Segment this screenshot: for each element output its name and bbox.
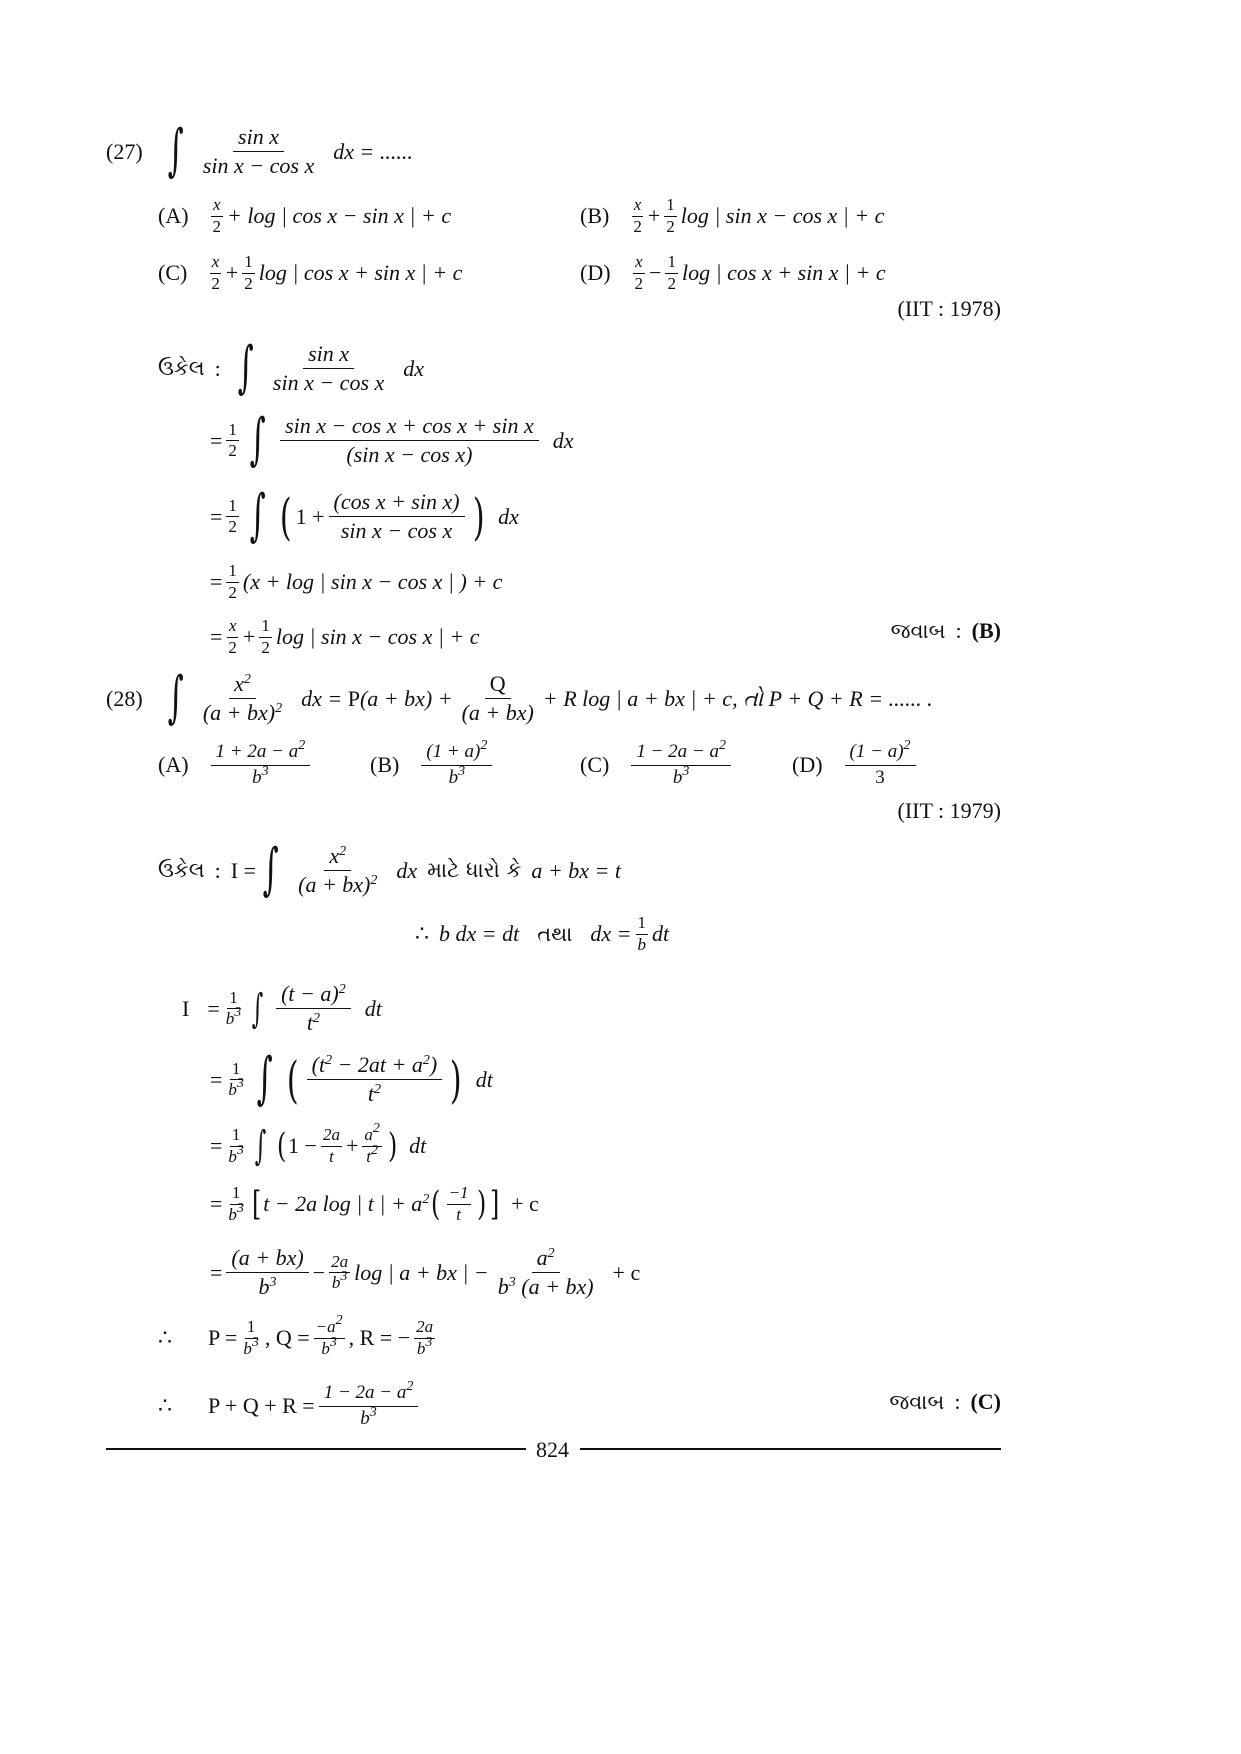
footer-rule-right [580, 1448, 1001, 1450]
q27-solution-line2: = $\frac{1}{2}$ ∫ sin x − cos x + cos x + sin x (sin x − cos x) dx [210, 407, 574, 473]
integral-sign: ∫ [167, 118, 184, 184]
q27-solution-line5: = $\frac{x}{2}$ + $\frac{1}{2}$ log | sin x − cos x | + c [210, 616, 480, 657]
q28-solution-line5: = $\frac{1}{b^3}$ ∫ ( 1 − $\frac{2a}{t}$ + $\frac{a^2}{t^2}$ ) dt [210, 1121, 427, 1170]
q28-option-a: (A) $1 + 2a - a^2$ $b^3$ [158, 742, 314, 789]
q28-option-d: (D) $(1 - a)^2$ 3 [792, 742, 920, 789]
q28-number: (28) [106, 685, 143, 711]
q27-answer: જવાબ : (B) [890, 618, 1001, 643]
q27-option-b: (B) x 2 + $\frac{1}{2}$ log | sin x − cos x | + c [580, 195, 885, 236]
q27-option-c: (C) x 2 + $\frac{1}{2}$ log | cos x + sin x | + c [158, 252, 463, 293]
q28-solution-line7: = $\frac{(a + bx)}{b^3}$ − $\frac{2a}{b^3}$ log | a + bx | − $\frac{a^2}{b^3 (a + bx)}$ + c [210, 1245, 641, 1300]
q28-solution-line8: ∴ P = $\frac{1}{b^3}$ , Q = $\frac{-a^2}{b^3}$ , R = − $\frac{2a}{b^3}$ [158, 1313, 434, 1358]
q27-solution-line1: ઉકેલ : ∫ sin x sin x − cos x dx [158, 335, 425, 401]
q28-answer: જવાબ : (C) [889, 1389, 1001, 1414]
q27-stem-tail: dx = ...... [333, 138, 413, 164]
q28-solution-line3: I = $\frac{1}{b^3}$ ∫ $(t - a)^2$ $t^2$ dt [182, 981, 382, 1036]
q27-answer-value: (B) [971, 618, 1001, 643]
q28-option-c: (C) $1 - 2a - a^2$ $b^3$ [580, 742, 735, 789]
q28-solution-line2: ∴ b dx = dt તથા dx = $\frac{1}{b}$ dt [415, 913, 670, 954]
footer-rule-left [106, 1448, 526, 1450]
q27-stem [106, 118, 413, 184]
q28-solution-line4: = $\frac{1}{b^3}$ ∫ ( $(t^2 - 2at + a^2)$ $t^2$ ) dt [210, 1046, 493, 1112]
q28-source: (IIT : 1979) [897, 798, 1001, 823]
q28-solution-line9: ∴ P + Q + R = $\frac{1 - 2a - a^2}{b^3}$ [158, 1383, 422, 1430]
q28-solution-line6: = $\frac{1}{b^3}$ [ t − 2a log | t | + $a^2$ ( −1 t ) ] + c [210, 1183, 539, 1224]
q27-source: (IIT : 1978) [897, 296, 1001, 321]
q28-stem-tail: + R log | a + bx | + c, તો P + Q + R = ...... . [542, 685, 933, 711]
q28-answer-value: (C) [970, 1389, 1001, 1414]
q28-solution-line1: ઉકેલ : I = ∫ $x^2$ (a + bx)$^2$ dx માટે ધારો કે a + bx = t [158, 837, 621, 903]
q28-stem: (28) ∫ $x^2$ (a + bx)$^2$ dx = P(a + bx) + $\frac{Q}{(a + bx)}$ + R log | a + bx | + c, તો P + Q + R = ...... . [106, 665, 933, 731]
page-number: 824 [536, 1437, 569, 1462]
q27-option-a: (A) x 2 + log | cos x − sin x | + c [158, 195, 452, 236]
q27-integrand: sin x sin x − cos x [202, 124, 315, 179]
q27-solution-line4: = $\frac{1}{2}$ (x + log | sin x − cos x | ) + c [210, 561, 503, 602]
q28-option-b: (B) $(1 + a)^2$ $b^3$ [370, 742, 496, 789]
q27-number: (27) [106, 138, 143, 164]
q27-option-d: (D) x 2 − $\frac{1}{2}$ log | cos x + sin x | + c [580, 252, 886, 293]
q27-solution-line3: = $\frac{1}{2}$ ∫ ( 1 + $\frac{\text{(cos x + sin x)}}{\text{sin x − cos x}}$ ) dx [210, 483, 519, 549]
